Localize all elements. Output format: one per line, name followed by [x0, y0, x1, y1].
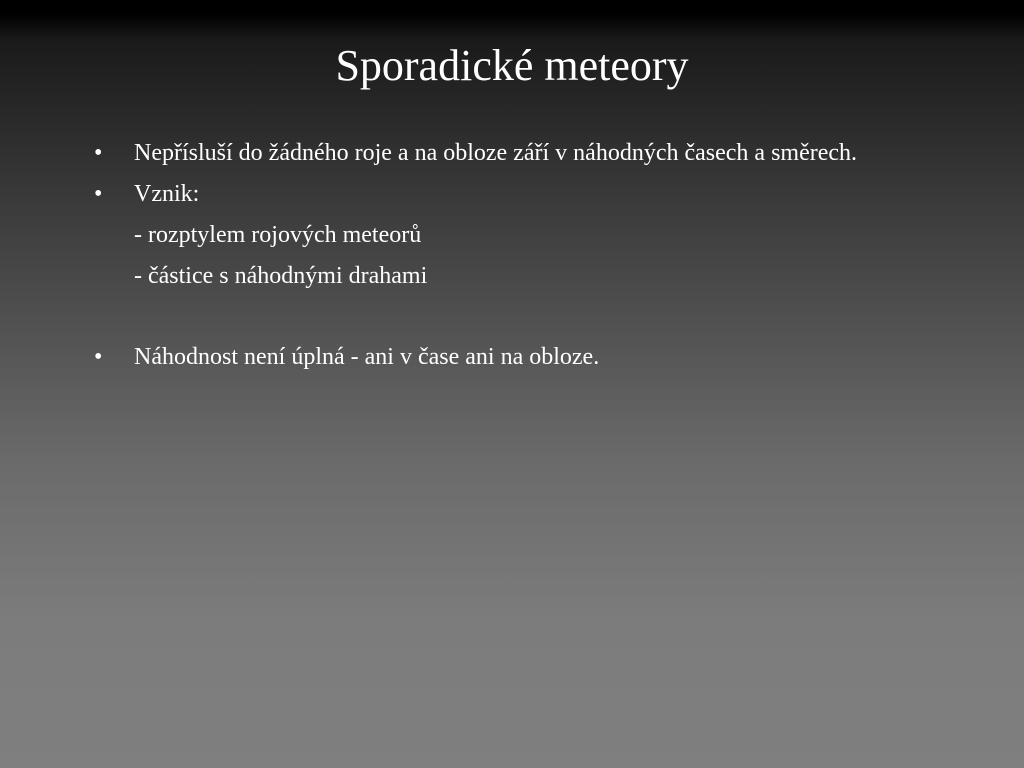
slide-title: Sporadické meteory	[335, 41, 689, 90]
bullet-icon: •	[94, 181, 103, 207]
bullet-item	[92, 341, 922, 373]
sub-item-text: - rozptylem rojových meteorů	[134, 222, 422, 248]
bullet-item	[92, 137, 922, 169]
sub-item	[92, 260, 922, 292]
bullet-icon: •	[94, 344, 103, 370]
slide-body	[92, 137, 922, 373]
sub-item-text: - částice s náhodnými drahami	[134, 263, 428, 289]
bullet-text: Vznik:	[134, 181, 200, 207]
bullet-item	[92, 178, 922, 210]
sub-item	[92, 219, 922, 251]
bullet-text: Nepřísluší do žádného roje a na obloze září v náhodných časech a směrech.	[134, 140, 858, 166]
bullet-text: Náhodnost není úplná - ani v čase ani na obloze.	[134, 344, 600, 370]
bullet-icon: •	[94, 140, 103, 166]
